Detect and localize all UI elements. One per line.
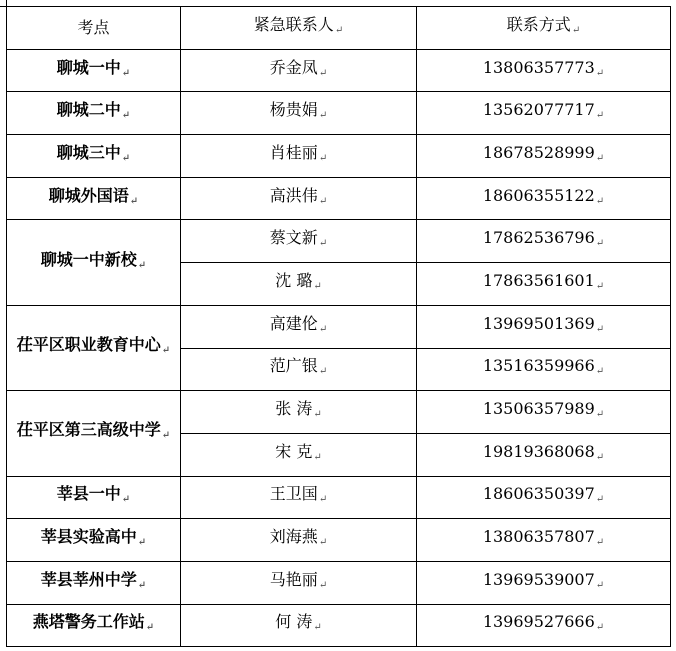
phone-cell: 13562077717↵ — [417, 92, 671, 135]
table-row — [7, 49, 671, 92]
contact-cell: 肖桂丽↵ — [181, 135, 417, 178]
phone-cell: 13806357773↵ — [417, 49, 671, 92]
contact-cell: 马艳丽↵ — [181, 561, 417, 604]
site-cell: 聊城二中↵ — [7, 92, 181, 135]
contact-cell: 沈 璐↵ — [181, 263, 417, 306]
table-header-row — [7, 7, 671, 50]
contact-table — [6, 6, 671, 647]
site-cell: 茌平区职业教育中心↵ — [7, 305, 181, 390]
table-row — [7, 177, 671, 220]
site-cell: 聊城一中新校↵ — [7, 220, 181, 305]
site-cell: 聊城外国语↵ — [7, 177, 181, 220]
header-site: 考点 — [7, 7, 181, 50]
table-row — [7, 135, 671, 178]
phone-cell: 13516359966↵ — [417, 348, 671, 391]
header-phone: 联系方式↵ — [417, 7, 671, 50]
site-cell: 莘县实验高中↵ — [7, 519, 181, 562]
header-contact: 紧急联系人↵ — [181, 7, 417, 50]
table-row — [7, 391, 671, 434]
contact-cell: 范广银↵ — [181, 348, 417, 391]
contact-cell: 高洪伟↵ — [181, 177, 417, 220]
phone-cell: 13969527666↵ — [417, 604, 671, 647]
table-row — [7, 305, 671, 348]
phone-cell: 18678528999↵ — [417, 135, 671, 178]
phone-cell: 18606355122↵ — [417, 177, 671, 220]
contact-cell: 张 涛↵ — [181, 391, 417, 434]
table-row — [7, 92, 671, 135]
phone-cell: 13506357989↵ — [417, 391, 671, 434]
contact-cell: 何 涛↵ — [181, 604, 417, 647]
site-cell: 聊城三中↵ — [7, 135, 181, 178]
table-row — [7, 519, 671, 562]
phone-cell: 13969501369↵ — [417, 305, 671, 348]
contact-cell: 王卫国↵ — [181, 476, 417, 519]
phone-cell: 17863561601↵ — [417, 263, 671, 306]
table-row — [7, 604, 671, 647]
contact-cell: 乔金凤↵ — [181, 49, 417, 92]
site-cell: 茌平区第三高级中学↵ — [7, 391, 181, 476]
phone-cell: 17862536796↵ — [417, 220, 671, 263]
phone-cell: 13969539007↵ — [417, 561, 671, 604]
table-row — [7, 561, 671, 604]
phone-cell: 19819368068↵ — [417, 433, 671, 476]
phone-cell: 13806357807↵ — [417, 519, 671, 562]
site-cell: 燕塔警务工作站↵ — [7, 604, 181, 647]
contact-cell: 宋 克↵ — [181, 433, 417, 476]
contact-cell: 高建伦↵ — [181, 305, 417, 348]
contact-cell: 刘海燕↵ — [181, 519, 417, 562]
contact-cell: 蔡文新↵ — [181, 220, 417, 263]
site-cell: 莘县一中↵ — [7, 476, 181, 519]
site-cell: 莘县莘州中学↵ — [7, 561, 181, 604]
contact-cell: 杨贵娟↵ — [181, 92, 417, 135]
site-cell: 聊城一中↵ — [7, 49, 181, 92]
table-row — [7, 476, 671, 519]
table-row — [7, 220, 671, 263]
phone-cell: 18606350397↵ — [417, 476, 671, 519]
